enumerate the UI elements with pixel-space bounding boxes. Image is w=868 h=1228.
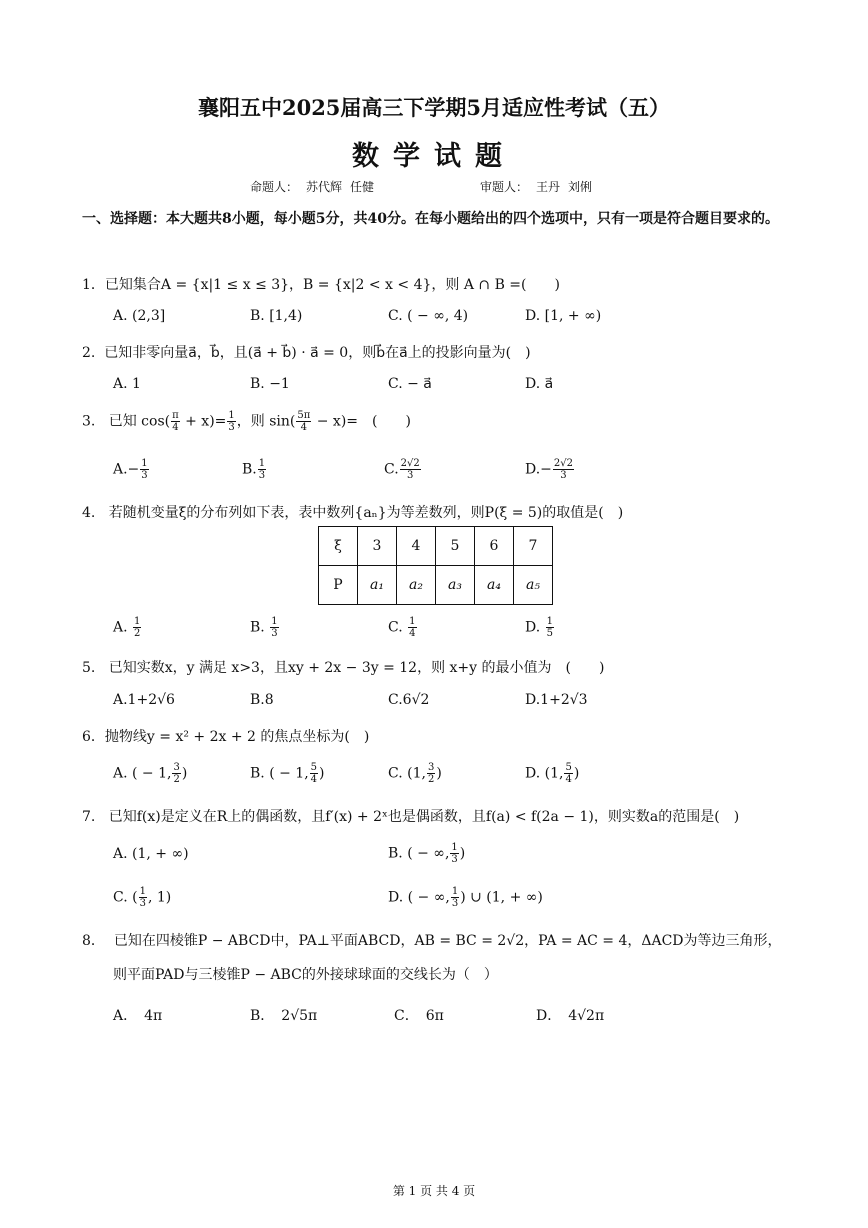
option-c: C. $\frac{2√2}{3}$ xyxy=(384,458,420,481)
option-d: D. (1, $\frac{5}{4}$ ) xyxy=(525,762,580,785)
question-stem: 已知集合A = {x|1 ≤ x ≤ 3}，B = {x|2 < x < 4}，则 A ∩ B =( ) xyxy=(104,277,560,293)
question-number: 2. xyxy=(82,345,96,361)
option-a: A. $\frac{1}{2}$ xyxy=(113,616,141,639)
table-row: P a₁ a₂ a₃ a₄ a₅ xyxy=(319,566,553,605)
option-a: A. ( − 1, $\frac{3}{2}$ ) xyxy=(113,762,188,785)
option-b: B. −1 xyxy=(250,376,290,392)
option-d: D. a⃗ xyxy=(525,376,554,392)
option-a: A.1+2√6 xyxy=(113,692,175,708)
question-number: 1． xyxy=(82,277,105,293)
option-a: A． 4π xyxy=(113,1008,163,1024)
option-c: C. (1, $\frac{3}{2}$ ) xyxy=(388,762,442,785)
authors-line xyxy=(250,178,382,195)
question-8-line2: 则平面PAD与三棱锥P − ABC的外接球球面的交线长为（ ） xyxy=(113,967,498,983)
question-2 xyxy=(82,342,531,362)
question-stem: 已知在四棱锥P − ABCD中，PA⊥平面ABCD，AB = BC = 2√2，PA = AC = 4，ΔACD为等边三角形， xyxy=(113,933,782,949)
authors-label: 命题人： xyxy=(250,180,299,194)
table-row: ξ 3 4 5 6 7 xyxy=(319,527,553,566)
option-a: A.− $\frac{1}{3}$ xyxy=(113,458,148,481)
question-stem: 已知实数x，y 满足 x>3，且xy + 2x − 3y = 12，则 x+y 的最小值为 ( ) xyxy=(108,660,605,676)
option-b: B. [1,4) xyxy=(250,308,303,324)
question-3: 3. 已知 cos( $\frac{\pi}{4}$ + x)= $\frac{1}{3}$ ，则 sin( $\frac{5\pi}{4}$ − x)= ( ) xyxy=(82,410,411,433)
reviewers-label: 审题人： xyxy=(480,180,529,194)
question-number: 6． xyxy=(82,729,105,745)
option-b: B. $\frac{1}{3}$ xyxy=(242,458,266,481)
option-d: D.− $\frac{2√2}{3}$ xyxy=(525,458,574,481)
option-c: C. $\frac{1}{4}$ xyxy=(388,616,416,639)
question-stem: 抛物线y = x² + 2x + 2 的焦点坐标为( ) xyxy=(104,729,370,745)
question-number: 5. xyxy=(82,660,96,676)
option-b: B.8 xyxy=(250,692,274,708)
option-b: B. ( − 1, $\frac{5}{4}$ ) xyxy=(250,762,325,785)
option-c: C． 6π xyxy=(394,1008,444,1024)
question-number: 7. xyxy=(82,809,96,825)
subject-title: 数学试题 xyxy=(352,141,516,172)
question-stem: 若随机变量ξ的分布列如下表，表中数列{aₙ}为等差数列，则P(ξ = 5)的取值是( ) xyxy=(108,505,624,521)
option-c: C.6√2 xyxy=(388,692,430,708)
fraction: $\frac{\pi}{4}$ xyxy=(172,410,179,433)
option-b: B. $\frac{1}{3}$ xyxy=(250,616,278,639)
fraction: $\frac{1}{3}$ xyxy=(228,410,235,433)
option-c: C. ( $\frac{1}{3}$ , 1) xyxy=(113,886,172,909)
section-heading: 一、选择题：本大题共8小题，每小题5分，共40分。在每小题给出的四个选项中，只有一项是符合题目要求的。 xyxy=(82,211,779,227)
option-d: D． 4√2π xyxy=(536,1008,605,1024)
fraction: $\frac{5\pi}{4}$ xyxy=(297,410,311,433)
question-6 xyxy=(82,726,369,746)
author-name: 任健 xyxy=(350,180,375,194)
option-b: B. ( − ∞, $\frac{1}{3}$ ) xyxy=(388,842,466,865)
option-b: B． 2√5π xyxy=(250,1008,318,1024)
distribution-table xyxy=(318,526,553,605)
option-d: D.1+2√3 xyxy=(525,692,588,708)
question-number: 8． xyxy=(82,933,105,949)
option-c: C. − a⃗ xyxy=(388,376,432,392)
option-c: C. ( − ∞, 4) xyxy=(388,308,469,324)
option-a: A. (1, + ∞) xyxy=(113,846,189,862)
question-4 xyxy=(82,502,623,522)
question-5 xyxy=(82,657,604,677)
question-number: 3. xyxy=(82,413,96,430)
option-a: A. (2,3] xyxy=(113,308,166,324)
reviewers-line xyxy=(480,178,600,195)
question-stem: 已知f(x)是定义在R上的偶函数，且f′(x) + 2ˣ也是偶函数，且f(a) < f(2a − 1)，则实数a的范围是( ) xyxy=(108,809,740,825)
question-stem: 已知非零向量a⃗，b⃗，且(a⃗ + b⃗) · a⃗ = 0，则b⃗在a⃗上的投影向量为( ) xyxy=(104,345,531,361)
question-number: 4. xyxy=(82,505,96,521)
question-stem: 已知 cos( xyxy=(108,413,171,430)
exam-title: 襄阳五中2025届高三下学期5月适应性考试（五） xyxy=(197,95,671,120)
option-d: D. ( − ∞, $\frac{1}{3}$ ) ∪ (1, + ∞) xyxy=(388,886,543,909)
author-name: 苏代辉 xyxy=(306,180,343,194)
question-1 xyxy=(82,274,560,294)
option-a: A. 1 xyxy=(113,376,141,392)
question-7 xyxy=(82,806,739,826)
reviewer-name: 刘俐 xyxy=(568,180,593,194)
option-d: D. $\frac{1}{5}$ xyxy=(525,616,554,639)
question-8 xyxy=(82,930,782,950)
page-footer: 第 1 页 共 4 页 xyxy=(392,1184,476,1198)
reviewer-name: 王丹 xyxy=(536,180,561,194)
option-d: D. [1, + ∞) xyxy=(525,308,602,324)
